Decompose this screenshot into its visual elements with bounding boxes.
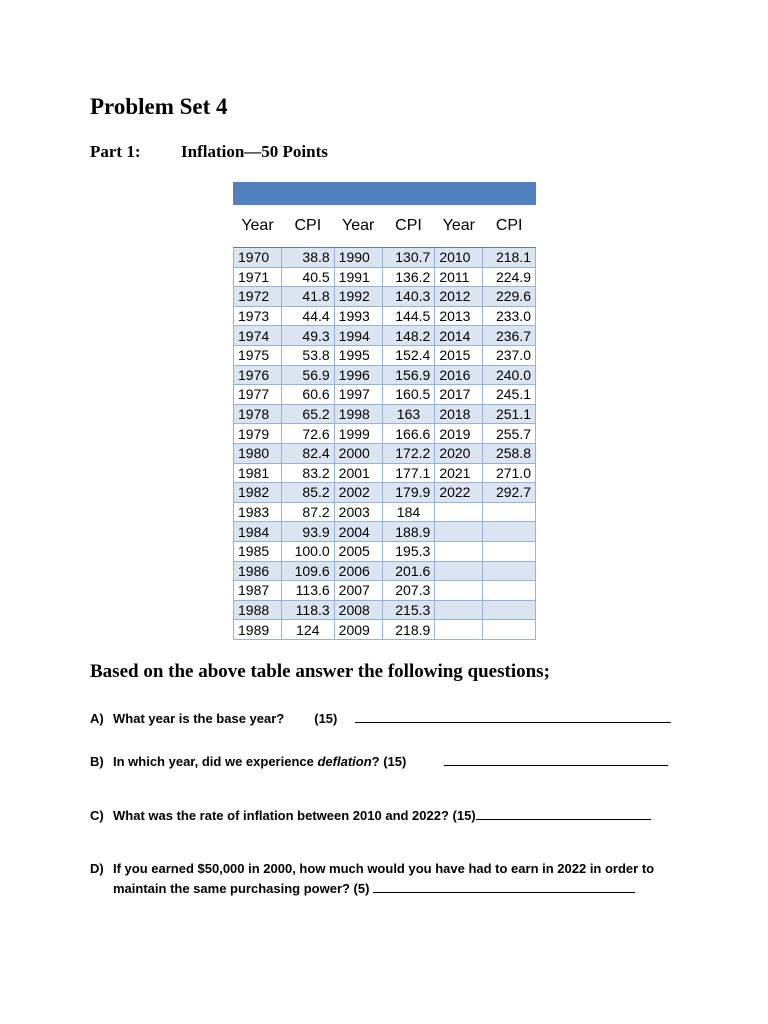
table-header-row: [234, 205, 536, 248]
cpi-cell: 184: [382, 502, 435, 522]
question-b-label: B): [90, 754, 104, 769]
table-row: [234, 541, 536, 561]
table-row: [234, 345, 536, 365]
cpi-cell: 292.7: [483, 483, 536, 503]
cpi-cell: 179.9: [382, 483, 435, 503]
table-body: [234, 248, 536, 640]
cpi-cell: 83.2: [282, 463, 335, 483]
cpi-cell: 38.8: [282, 248, 335, 268]
column-header: CPI: [282, 205, 335, 248]
year-cell: 2003: [334, 502, 382, 522]
year-cell: 1977: [234, 385, 282, 405]
year-cell: 1996: [334, 365, 382, 385]
year-cell: 2013: [435, 306, 483, 326]
answer-a-field[interactable]: [355, 710, 671, 723]
cpi-cell: 144.5: [382, 306, 435, 326]
year-cell: 1972: [234, 287, 282, 307]
cpi-cell: 224.9: [483, 267, 536, 287]
cpi-cell: 82.4: [282, 443, 335, 463]
table-row: [234, 365, 536, 385]
year-cell: 1998: [334, 404, 382, 424]
cpi-cell: [483, 581, 536, 601]
cpi-cell: 93.9: [282, 522, 335, 542]
answer-c-field[interactable]: [476, 807, 651, 820]
table-row: [234, 522, 536, 542]
question-d-line2: maintain the same purchasing power? (5): [113, 881, 374, 896]
cpi-table: [233, 182, 536, 640]
question-c-text: What was the rate of inflation between 2010 and 2022? (15): [113, 808, 476, 823]
year-cell: 2014: [435, 326, 483, 346]
year-cell: 1987: [234, 581, 282, 601]
cpi-cell: 56.9: [282, 365, 335, 385]
year-cell: 1993: [334, 306, 382, 326]
question-d-label: D): [90, 861, 104, 876]
cpi-cell: 166.6: [382, 424, 435, 444]
cpi-cell: [483, 561, 536, 581]
year-cell: 1974: [234, 326, 282, 346]
cpi-cell: 152.4: [382, 345, 435, 365]
question-a-text: What year is the base year?: [113, 711, 285, 726]
cpi-cell: 255.7: [483, 424, 536, 444]
year-cell: 1997: [334, 385, 382, 405]
question-c: [90, 807, 651, 823]
cpi-cell: 218.9: [382, 620, 435, 640]
cpi-cell: [483, 620, 536, 640]
cpi-cell: 163: [382, 404, 435, 424]
cpi-cell: 236.7: [483, 326, 536, 346]
cpi-cell: 113.6: [282, 581, 335, 601]
part-name: Inflation—50 Points: [181, 142, 328, 161]
cpi-cell: 118.3: [282, 600, 335, 620]
cpi-cell: 65.2: [282, 404, 335, 424]
year-cell: [435, 581, 483, 601]
cpi-cell: 136.2: [382, 267, 435, 287]
year-cell: 1992: [334, 287, 382, 307]
cpi-cell: 140.3: [382, 287, 435, 307]
cpi-cell: 229.6: [483, 287, 536, 307]
year-cell: 2020: [435, 443, 483, 463]
cpi-cell: 195.3: [382, 541, 435, 561]
cpi-cell: 130.7: [382, 248, 435, 268]
cpi-cell: 148.2: [382, 326, 435, 346]
table-row: [234, 600, 536, 620]
cpi-cell: 271.0: [483, 463, 536, 483]
cpi-cell: 240.0: [483, 365, 536, 385]
cpi-cell: 60.6: [282, 385, 335, 405]
year-cell: 2010: [435, 248, 483, 268]
cpi-cell: 109.6: [282, 561, 335, 581]
question-d-line1: If you earned $50,000 in 2000, how much would you have had to earn in 2022 in order to: [113, 861, 655, 876]
question-b: [90, 753, 668, 769]
year-cell: 1988: [234, 600, 282, 620]
cpi-cell: 188.9: [382, 522, 435, 542]
cpi-cell: 100.0: [282, 541, 335, 561]
cpi-cell: 215.3: [382, 600, 435, 620]
table-row: [234, 483, 536, 503]
year-cell: 1976: [234, 365, 282, 385]
question-b-emphasis: deflation: [317, 754, 372, 769]
cpi-cell: 172.2: [382, 443, 435, 463]
cpi-cell: 124: [282, 620, 335, 640]
cpi-cell: 53.8: [282, 345, 335, 365]
cpi-cell: 218.1: [483, 248, 536, 268]
year-cell: 2007: [334, 581, 382, 601]
answer-b-field[interactable]: [444, 753, 668, 766]
year-cell: 1981: [234, 463, 282, 483]
table-row: [234, 267, 536, 287]
year-cell: [435, 620, 483, 640]
answer-d-field[interactable]: [373, 880, 635, 893]
table-row: [234, 404, 536, 424]
year-cell: 2009: [334, 620, 382, 640]
cpi-cell: 156.9: [382, 365, 435, 385]
year-cell: 1985: [234, 541, 282, 561]
question-a: [90, 710, 671, 726]
year-cell: 2006: [334, 561, 382, 581]
question-d: [90, 859, 690, 899]
column-header: Year: [435, 205, 483, 248]
table-row: [234, 581, 536, 601]
question-c-label: C): [90, 808, 104, 823]
year-cell: 1990: [334, 248, 382, 268]
page-title: Problem Set 4: [90, 94, 228, 119]
year-cell: 1999: [334, 424, 382, 444]
cpi-cell: 258.8: [483, 443, 536, 463]
year-cell: [435, 561, 483, 581]
table-row: [234, 443, 536, 463]
cpi-cell: 251.1: [483, 404, 536, 424]
cpi-cell: 85.2: [282, 483, 335, 503]
cpi-cell: 160.5: [382, 385, 435, 405]
cpi-cell: 40.5: [282, 267, 335, 287]
questions-prompt: Based on the above table answer the following questions;: [90, 661, 550, 682]
year-cell: 2000: [334, 443, 382, 463]
table-row: [234, 502, 536, 522]
cpi-cell: 41.8: [282, 287, 335, 307]
year-cell: 1970: [234, 248, 282, 268]
question-b-text: In which year, did we experience: [113, 754, 318, 769]
year-cell: 1973: [234, 306, 282, 326]
table-row: [234, 287, 536, 307]
year-cell: 1989: [234, 620, 282, 640]
table-row: [234, 306, 536, 326]
question-b-suffix: ? (15): [371, 754, 407, 769]
cpi-cell: 233.0: [483, 306, 536, 326]
year-cell: 1979: [234, 424, 282, 444]
table-row: [234, 620, 536, 640]
year-cell: 1984: [234, 522, 282, 542]
year-cell: 2015: [435, 345, 483, 365]
year-cell: 1971: [234, 267, 282, 287]
table-row: [234, 424, 536, 444]
year-cell: 1986: [234, 561, 282, 581]
cpi-cell: [483, 600, 536, 620]
year-cell: 2017: [435, 385, 483, 405]
table-row: [234, 326, 536, 346]
cpi-cell: 237.0: [483, 345, 536, 365]
table-row: [234, 561, 536, 581]
year-cell: 1991: [334, 267, 382, 287]
question-a-points: (15): [314, 711, 338, 726]
cpi-cell: [483, 522, 536, 542]
year-cell: 2012: [435, 287, 483, 307]
column-header: Year: [234, 205, 282, 248]
column-header: Year: [334, 205, 382, 248]
cpi-cell: 201.6: [382, 561, 435, 581]
cpi-cell: 245.1: [483, 385, 536, 405]
part-number: Part 1:: [90, 142, 141, 161]
year-cell: 1980: [234, 443, 282, 463]
question-a-label: A): [90, 711, 104, 726]
year-cell: 1978: [234, 404, 282, 424]
year-cell: 2008: [334, 600, 382, 620]
year-cell: [435, 502, 483, 522]
year-cell: [435, 541, 483, 561]
year-cell: 2016: [435, 365, 483, 385]
year-cell: 1982: [234, 483, 282, 503]
year-cell: 2011: [435, 267, 483, 287]
table-row: [234, 248, 536, 268]
year-cell: 1983: [234, 502, 282, 522]
cpi-cell: 87.2: [282, 502, 335, 522]
year-cell: 2018: [435, 404, 483, 424]
table-row: [234, 385, 536, 405]
year-cell: 1975: [234, 345, 282, 365]
column-header: CPI: [483, 205, 536, 248]
cpi-cell: 177.1: [382, 463, 435, 483]
year-cell: [435, 522, 483, 542]
year-cell: 1995: [334, 345, 382, 365]
year-cell: 2001: [334, 463, 382, 483]
cpi-cell: 44.4: [282, 306, 335, 326]
year-cell: 2022: [435, 483, 483, 503]
table-header-band: [234, 183, 536, 205]
year-cell: 2002: [334, 483, 382, 503]
year-cell: 2004: [334, 522, 382, 542]
year-cell: [435, 600, 483, 620]
column-header: CPI: [382, 205, 435, 248]
cpi-cell: [483, 541, 536, 561]
year-cell: 2005: [334, 541, 382, 561]
year-cell: 1994: [334, 326, 382, 346]
cpi-cell: 72.6: [282, 424, 335, 444]
cpi-cell: 207.3: [382, 581, 435, 601]
cpi-cell: 49.3: [282, 326, 335, 346]
cpi-cell: [483, 502, 536, 522]
table-row: [234, 463, 536, 483]
year-cell: 2021: [435, 463, 483, 483]
year-cell: 2019: [435, 424, 483, 444]
